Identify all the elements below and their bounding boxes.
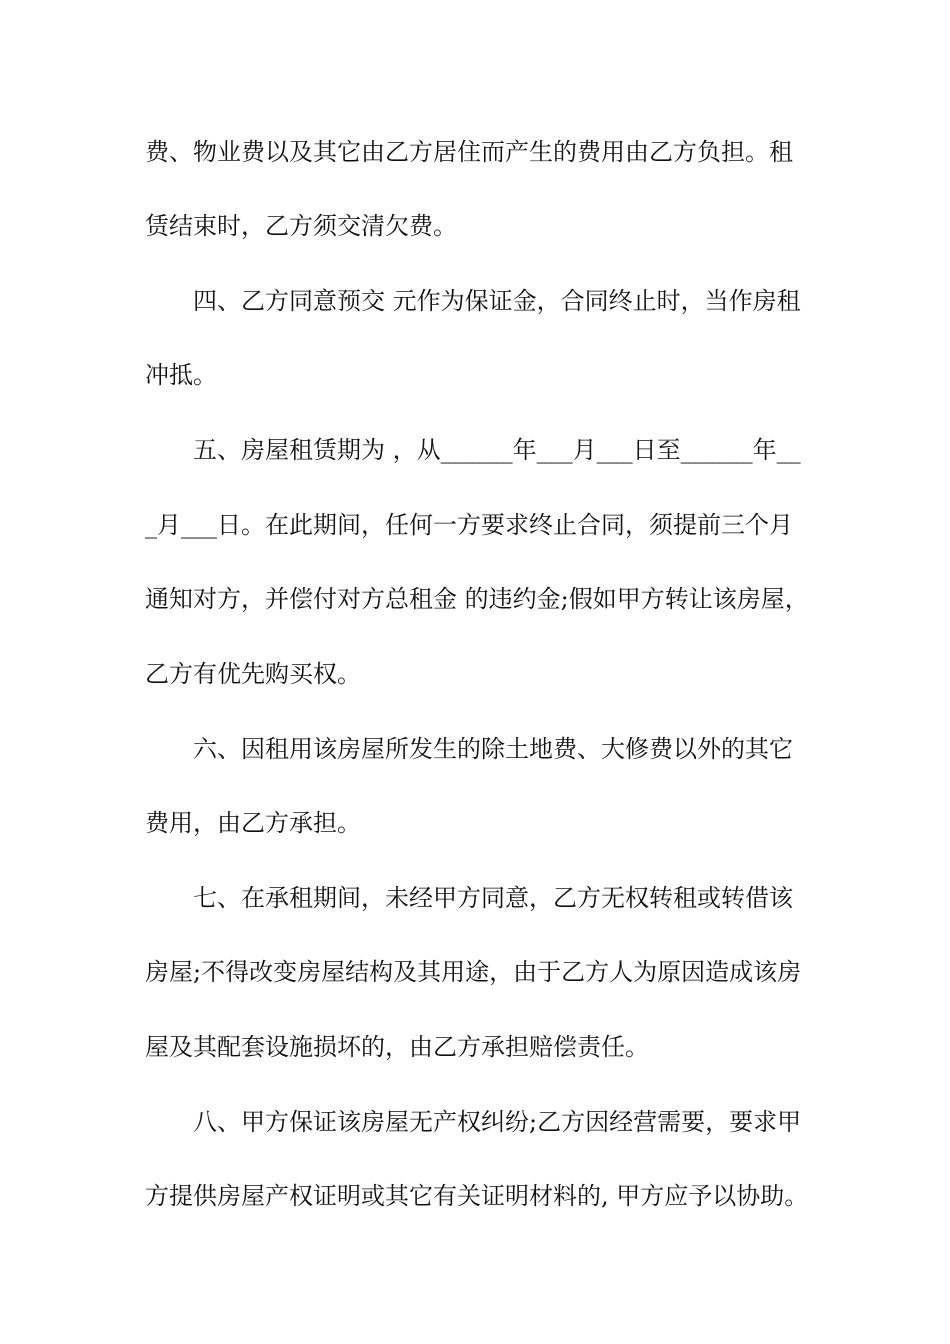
text-line: 方提供房屋产权证明或其它有关证明材料的, 甲方应予以协助。 <box>145 1182 809 1210</box>
paragraph-eight-start: 八、甲方保证该房屋无产权纠纷;乙方因经营需要，要求甲 <box>193 1108 802 1136</box>
text-line: 乙方有优先购买权。 <box>145 660 361 688</box>
paragraph-seven-start: 七、在承租期间，未经甲方同意，乙方无权转租或转借该 <box>193 884 793 912</box>
text-line: 费用，由乙方承担。 <box>145 809 361 837</box>
text-line: 赁结束时，乙方须交清欠费。 <box>145 212 457 240</box>
text-line: _月___日。在此期间，任何一方要求终止合同，须提前三个月 <box>145 511 793 539</box>
text-line: 费、物业费以及其它由乙方居住而产生的费用由乙方负担。租 <box>145 138 793 166</box>
text-line: 通知对方，并偿付对方总租金 的违约金;假如甲方转让该房屋， <box>145 585 809 613</box>
text-line: 冲抵。 <box>145 361 217 389</box>
text-line: 房屋;不得改变房屋结构及其用途，由于乙方人为原因造成该房 <box>145 958 802 986</box>
paragraph-five-start: 五、房屋租赁期为 ，从______年___月___日至______年__ <box>193 436 801 464</box>
paragraph-four-start: 四、乙方同意预交 元作为保证金，合同终止时，当作房租 <box>193 287 801 315</box>
text-line: 屋及其配套设施损坏的，由乙方承担赔偿责任。 <box>145 1033 649 1061</box>
paragraph-six-start: 六、因租用该房屋所发生的除土地费、大修费以外的其它 <box>193 735 793 763</box>
